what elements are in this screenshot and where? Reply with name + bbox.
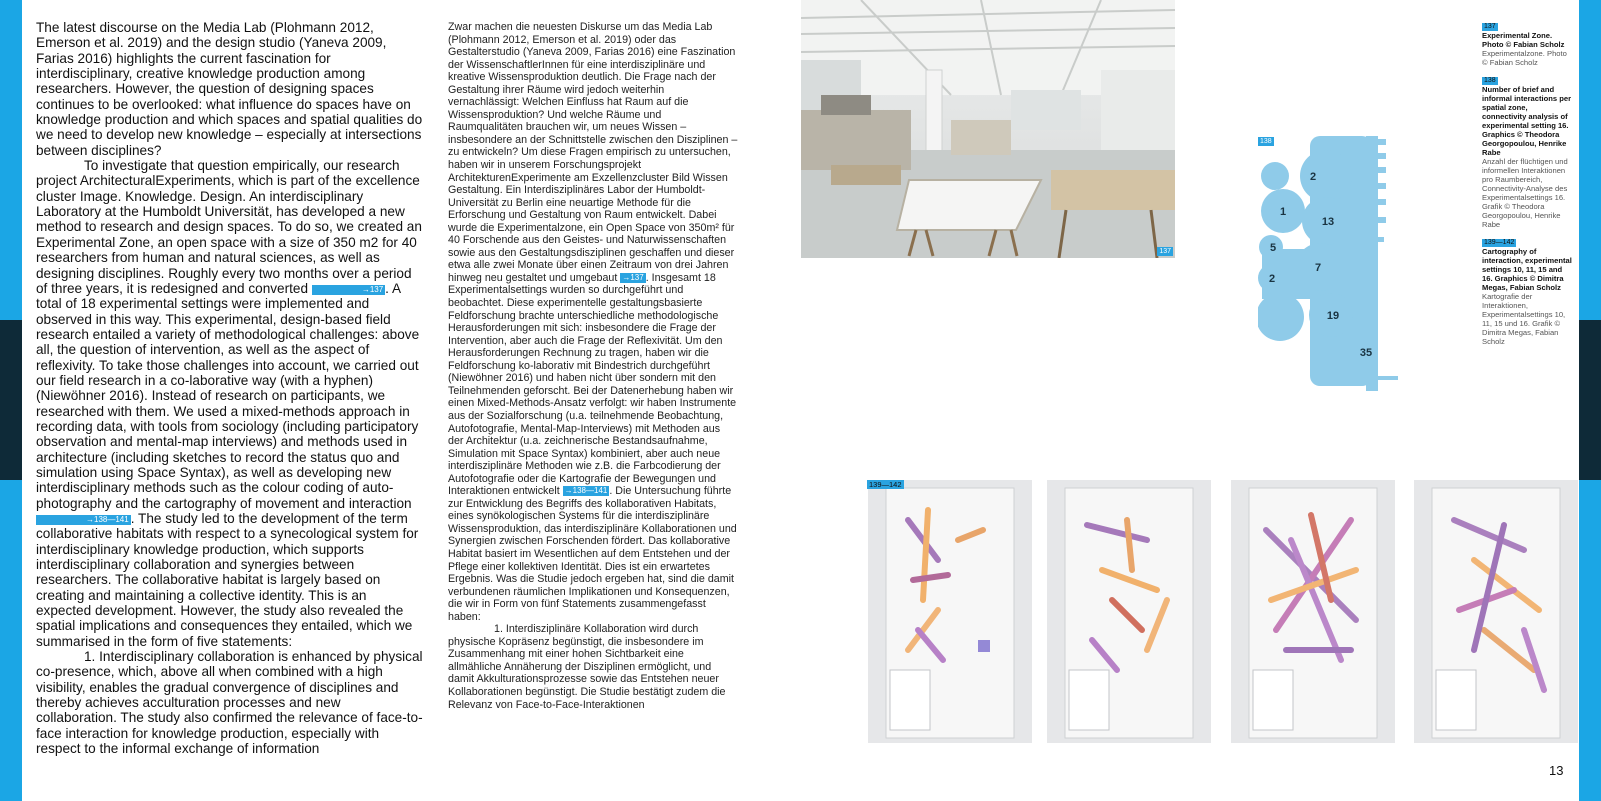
experimental-zone-photo <box>801 0 1175 258</box>
right-edge-bar <box>1579 0 1601 801</box>
diagram-count-35: 35 <box>1359 347 1373 359</box>
model-illustration <box>1047 480 1211 743</box>
caption-138-english: Number of brief and informal interactions per spatial zone, connectivity analysis of experimental setting 16. Graphics © Theodora Georgopoulou, Henrike Rabe <box>1482 85 1572 157</box>
figure-ref-138-141-link[interactable]: →138—141 <box>36 515 131 525</box>
english-p2-text-c: . The study led to the development of the term collaborative habitats with respect to a synecological system for interdisciplinary knowledge production, which supports interdisciplinary collaboration and synergies between researchers. The collaborative habitat is largely based on creating and maintaining a collective identity. This is an expected development. However, the study also revealed the spatial implications and consequences they entailed, which we summarised in the form of five statements: <box>36 511 419 649</box>
interaction-map-setting-16 <box>1414 480 1578 743</box>
caption-138 <box>1482 75 1572 229</box>
diagram-tab <box>1376 183 1386 189</box>
caption-137 <box>1482 21 1572 67</box>
english-p1-text: The latest discourse on the Media Lab (Plohmann 2012, Emerson et al. 2019) and the design studio (Yaneva 2009, Farias 2016) highlights the current fascination for interdisciplinary, creative knowledge production among researchers. However, the question of designing spaces continues to be overlooked: what influence do spaces have on knowledge production and which spaces and spatial qualities do we need to develop new knowledge – especially at intersections between disciplines? <box>36 20 423 158</box>
diagram-tab <box>1376 237 1384 242</box>
caption-138-german: Anzahl der flüchtigen und informellen Interaktionen pro Raumbereich, Connectivity-Analyse des Experimentalsettings 16. Grafik © Theodora Georgopoulou, Henrike Rabe <box>1482 157 1568 229</box>
diagram-count-1: 1 <box>1279 206 1287 218</box>
caption-139-142-tag: 139—142 <box>1484 239 1515 246</box>
german-p1-text-b: . Insgesamt 18 Experimentalsettings wurden so durchgeführt und beobachtet. Diese experimentelle gestaltungsbasierte Feldforschung brachte unterschiedliche methodologische Herausforderungen mit sich: insbesondere die Frage der Intervention, aber auch die Frage der Reflexivität. Um den Herausforderungen Rechnung zu tragen, haben wir die Feldforschung ko-laborativ mit Bindestrich durchgeführt (Niewöhner 2016) und haben nicht über sondern mit den Teilnehmenden geforscht. Bei der Datenerhebung haben wir einen Mixed-Methods-Ansatz verfolgt: wir haben Instrumente aus der Sozialforschung (u.a. teilnehmende Beobachtung, Autofotografie, Mental-Map-Interviews) mit Methoden aus der Architektur (u.a. zeichnerische Bestandsaufnahme, Simulation mit Space Syntax) kombiniert, aber auch neue interdisziplinäre Methoden wie z.B. die Farbcodierung der Autofotografie oder die Kartografie der Bewegungen und Interaktionen entwickelt <box>448 271 737 498</box>
caption-137-german: Experimentalzone. Photo © Fabian Scholz <box>1482 49 1567 67</box>
diagram-zone-bubble <box>1261 162 1289 190</box>
diagram-count-2-bottom: 2 <box>1268 273 1276 285</box>
diagram-tab <box>1376 153 1386 159</box>
diagram-tab <box>1376 376 1398 380</box>
diagram-count-13: 13 <box>1321 216 1335 228</box>
german-p2-text: 1. Interdisziplinäre Kollaboration wird durch physische Kopräsenz begünstigt, die insbesondere im Zusammenhang mit einer hohen Sichtbarkeit eine allmähliche Annäherung der Disziplinen ermöglicht, und damit Akkulturationsprozesse sowie das Entstehen neuer Kollaborationen begünstigt. Die Studie bestätigt zudem die Relevanz von Face-to-Face-Interaktionen <box>448 623 726 711</box>
diagram-count-5: 5 <box>1269 242 1277 254</box>
figure-ref-137-link[interactable]: →137 <box>312 285 385 295</box>
diagram-tab <box>1376 199 1386 205</box>
english-p2-text-a: To investigate that question empirically, our research project ArchitecturalExperiments, which is part of the excellence cluster Image. Knowledge. Design. An interdisciplinary Laboratory at the Humboldt Universität, has developed a new method to research and design spaces. To do so, we created an Experimental Zone, an open space with a size of 350 m2 for 40 researchers from human and natural sciences, as well as designing disciplines. Roughly every two months over a period of three years, it is redesigned and converted <box>36 158 422 296</box>
diagram-zone-bubble <box>1300 150 1352 202</box>
english-p2-text-b: . A total of 18 experimental settings were implemented and observed in this way. This experimental, design-based field research entailed a variety of methodological challenges: above all, the question of intervention, as well as the aspect of reflexivity. To take those challenges into account, we carried out our field research in a co-laborative way (with a hyphen) (Niewöhner 2016). Instead of research on participants, we researched with them. We used a mixed-methods approach in recording data, with tools from sociology (including participatory observation and mental-map interviews) and methods used in architecture (including sketches to record the status quo and simulation using Space Syntax), as well as developing new interdisciplinary methods such as the colour coding of auto-photography and the cartography of movement and interaction <box>36 280 420 511</box>
zone-bubble-diagram <box>1258 131 1418 406</box>
diagram-count-7: 7 <box>1314 262 1322 274</box>
interaction-map-setting-15 <box>1231 480 1395 743</box>
diagram-count-2-top: 2 <box>1309 171 1317 183</box>
english-paragraph-1 <box>36 20 423 158</box>
german-p1-text-c: . Die Untersuchung führte zur Entwicklung des Begriffs des kollaborativen Habitats, eines synökologischen Systems für die interdisziplinäre Wissensproduktion, das interdisziplinäre Kollaborationen und Synergien zwischen Forschenden fördert. Das kollaborative Habitat basiert im Wesentlichen auf dem Entstehen und der Pflege einer kollektiven Identität. Dies ist ein erwartetes Ergebnis. Was die Studie jedoch ergeben hat, sind die damit verbundenen räumlichen Implikationen und Konsequenzen, die wir in Form von fünf Statements zusammengefasst haben: <box>448 485 737 623</box>
diagram-tab <box>1376 217 1386 223</box>
german-text-column <box>448 21 738 711</box>
english-text-column <box>36 20 423 757</box>
caption-139-142 <box>1482 237 1572 346</box>
model-illustration <box>868 480 1032 743</box>
model-illustration <box>1414 480 1578 743</box>
caption-139-142-german: Kartografie der Interaktionen, Experimentalsettings 10, 11, 15 und 16. Grafik © Dimitra Megas, Fabian Scholz <box>1482 292 1566 346</box>
left-edge-bar <box>0 0 22 801</box>
german-figure-ref-137-link[interactable]: →137 <box>622 272 644 282</box>
english-paragraph-3 <box>36 649 423 756</box>
photo-figure-number: 137 <box>1159 248 1171 255</box>
models-figure-number: 139—142 <box>869 480 902 489</box>
english-paragraph-2 <box>36 158 423 649</box>
model-illustration <box>1231 480 1395 743</box>
interaction-map-setting-11 <box>1047 480 1211 743</box>
caption-139-142-english: Cartography of interaction, experimental settings 10, 11, 15 and 16. Graphics © Dimitra Megas, Fabian Scholz <box>1482 247 1572 292</box>
caption-137-tag: 137 <box>1484 23 1496 30</box>
diagram-zone-bubble <box>1258 293 1304 341</box>
photo-illustration <box>801 0 1175 258</box>
diagram-tab <box>1376 139 1386 145</box>
right-edge-dark-band <box>1579 320 1601 480</box>
english-p3-text: 1. Interdisciplinary collaboration is enhanced by physical co-presence, which, above all when combined with a high visibility, enables the gradual convergence of disciplines and thereby achieves acculturation processes and new collaboration. The study also confirmed the relevance of face-to-face interaction for knowledge production, especially with respect to the informal exchange of information <box>36 649 423 757</box>
page-number: 13 <box>1549 763 1564 778</box>
german-paragraph-2 <box>448 623 738 711</box>
diagram-figure-number: 138 <box>1260 138 1272 145</box>
caption-138-tag: 138 <box>1484 77 1496 84</box>
german-paragraph-1 <box>448 21 738 623</box>
interaction-map-setting-10 <box>868 480 1032 743</box>
german-p1-text-a: Zwar machen die neuesten Diskurse um das Media Lab (Plohmann 2012, Emerson et al. 2019) oder das Gestalterstudio (Yaneva 2009, Farias 2016) eine Faszination der WissenschaftlerInnen für eine interdisziplinäre und kreative Wissensproduktion deutlich. Die Frage nach der Gestaltung ihrer Räume wird jedoch weiterhin vernachlässigt: Welchen Einfluss hat Raum auf die Wissensproduktion? Und welche Räume und Raumqualitäten brauchen wir, um neues Wissen – insbesondere an der Schnittstelle zwischen den Disziplinen – zu entwickeln? Um diese Fragen empirisch zu untersuchen, haben wir in unserem Forschungsprojekt ArchitekturenExperimente am Exzellenzcluster Bild Wissen Gestaltung. Ein Interdisziplinäres Labor der Humboldt-Universität zu Berlin eine neuartige Methode für die Erforschung und Gestaltung von Raum entwickelt. Dabei wurde die Experimentalzone, ein Open Space von 350m² für 40 Forschende aus den Geistes- und Naturwissenschaften sowie aus den Gestaltungsdisziplinen geschaffen und dieser etwa alle zwei Monate über einen Zeitraum von drei Jahren hinweg neu gestaltet und umgebaut <box>448 21 738 284</box>
diagram-count-19: 19 <box>1326 310 1340 322</box>
german-figure-ref-138-141-link[interactable]: →138—141 <box>564 486 608 496</box>
left-edge-dark-band <box>0 320 22 480</box>
interaction-zone-diagram <box>1258 131 1418 406</box>
caption-137-english: Experimental Zone. Photo © Fabian Scholz <box>1482 31 1565 49</box>
diagram-tab <box>1376 167 1386 173</box>
figure-captions <box>1482 21 1572 354</box>
